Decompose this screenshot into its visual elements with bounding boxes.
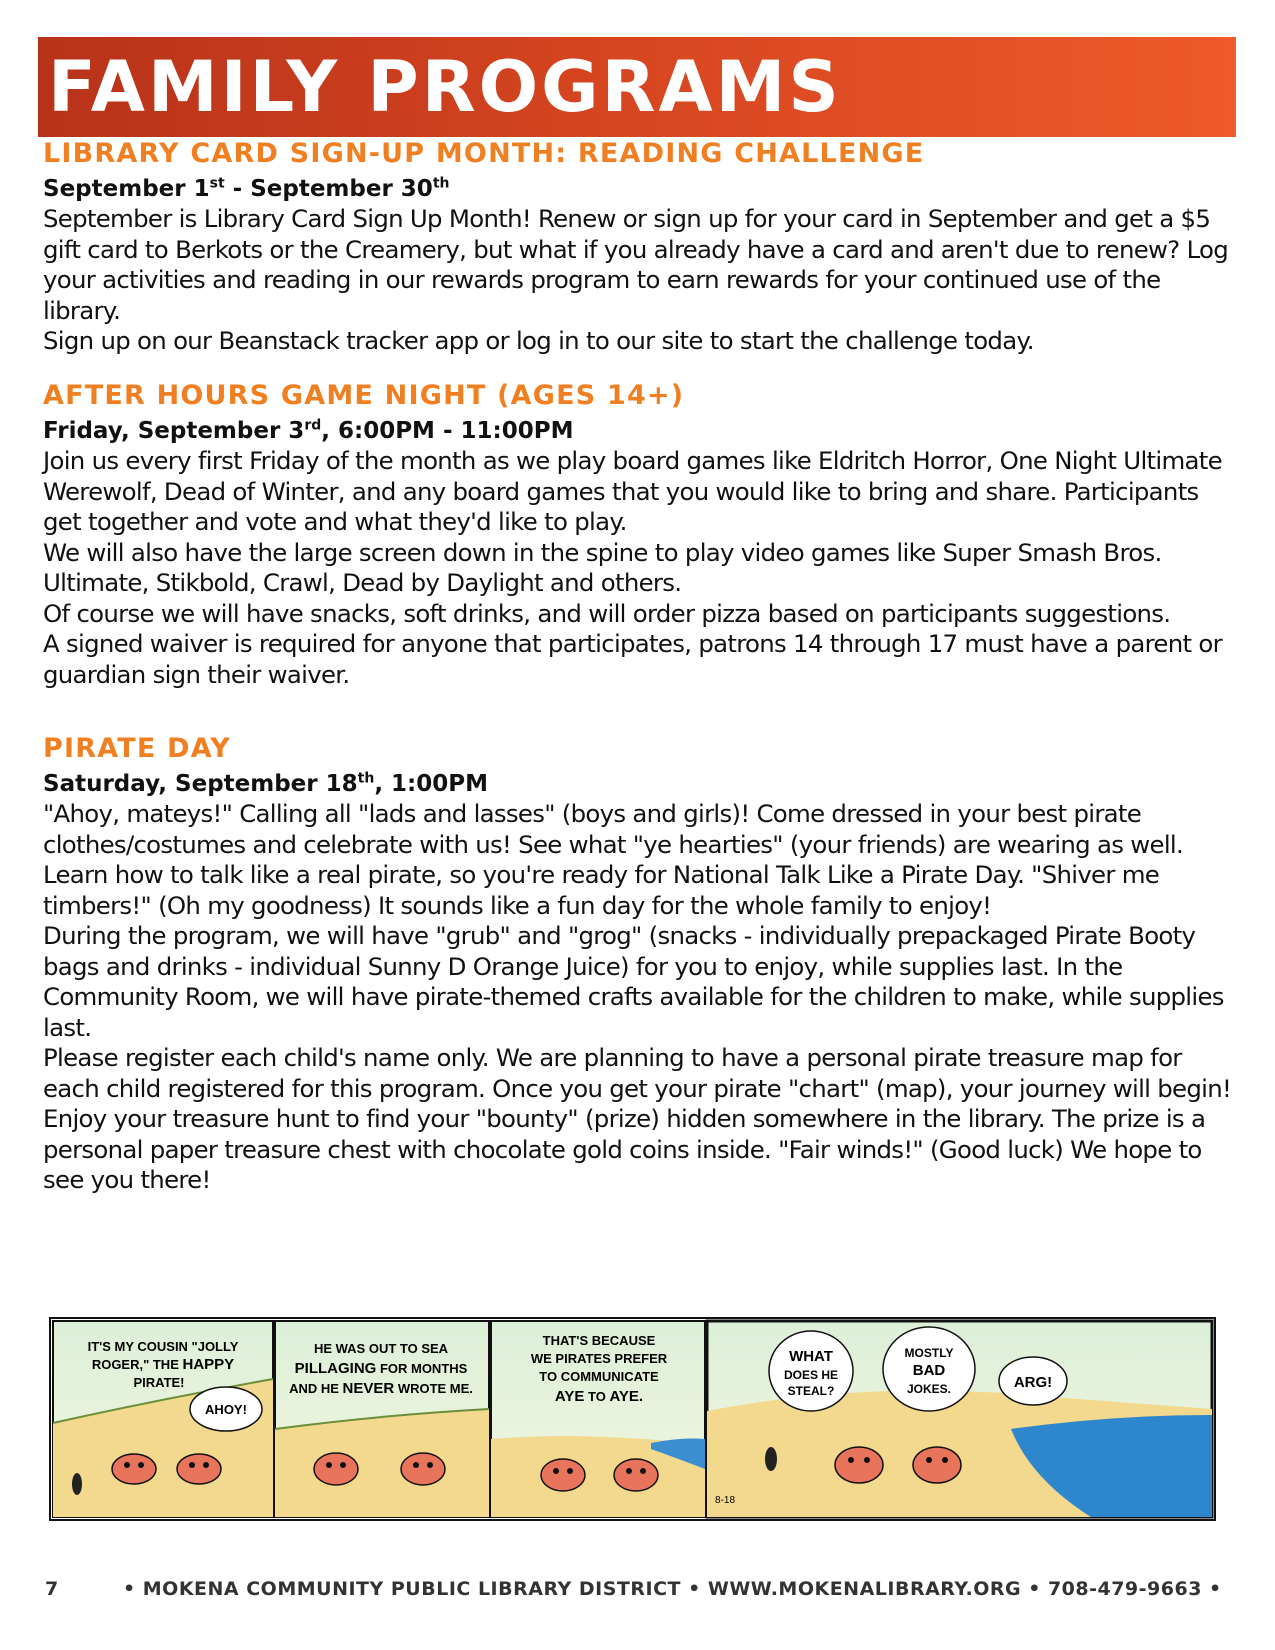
paragraph: During the program, we will have "grub" and "grog" (snacks - individually prepackaged Pirate Booty bags and drinks - individual Sunny D Orange Juice) for you to enjoy, while supplies last. In the Community Room, we will have pirate-themed crafts available for the children to make, while supplies last.: [43, 921, 1224, 1042]
paragraph: We will also have the large screen down in the spine to play video games like Super Smash Bros. Ultimate, Stikbold, Crawl, Dead by Daylight and others.: [43, 537, 1162, 597]
svg-text:IT'S MY COUSIN "JOLLY: IT'S MY COUSIN "JOLLY: [87, 1339, 239, 1354]
page-number: 7: [45, 1578, 59, 1600]
paragraph: Sign up on our Beanstack tracker app or log in to our site to start the challenge today.: [43, 326, 1034, 355]
svg-text:HE WAS OUT TO SEA: HE WAS OUT TO SEA: [313, 1341, 449, 1356]
svg-text:JOKES.: JOKES.: [906, 1382, 952, 1396]
svg-text:MOSTLY: MOSTLY: [904, 1346, 954, 1360]
paragraph: September is Library Card Sign Up Month! Renew or sign up for your card in September and get a $5 gift card to Berkots or the Creamery, but what if you already have a card and aren't due to renew? Log your activities and reading in our rewards program to earn rewards for your continued use of the library.: [43, 204, 1229, 325]
crab-icon: [112, 1454, 156, 1484]
svg-text:BAD: BAD: [912, 1362, 946, 1379]
comic-strip-art: [51, 1319, 1214, 1519]
section-title: PIRATE DAY: [43, 733, 231, 764]
page-title: FAMILY PROGRAMS: [48, 46, 842, 128]
page-footer: [45, 1578, 1235, 1606]
footer-info: • MOKENA COMMUNITY PUBLIC LIBRARY DISTRICT • WWW.MOKENALIBRARY.ORG • 708-479-9663 •: [123, 1578, 1222, 1600]
crab-icon: [614, 1459, 658, 1491]
svg-text:8-18: 8-18: [715, 1495, 736, 1506]
comic-panel-3: [491, 1321, 705, 1517]
comic-panel-4: [707, 1321, 1212, 1517]
svg-text:ROGER," THE HAPPY: ROGER," THE HAPPY: [91, 1356, 235, 1373]
paragraph: "Ahoy, mateys!" Calling all "lads and lasses" (boys and girls)! Come dressed in your best pirate clothes/costumes and celebrate with us! See what "ye hearties" (your friends) are wearing as well. Learn how to talk like a real pirate, so you're ready for National Talk Like a Pirate Day. "Shiver me timbers!" (Oh my goodness) It sounds like a fun day for the whole family to enjoy!: [43, 799, 1184, 920]
svg-text:AHOY!: AHOY!: [205, 1402, 247, 1417]
section-pirate-day: [43, 733, 1238, 1196]
section-title: LIBRARY CARD SIGN-UP MONTH: READING CHALLENGE: [43, 138, 925, 169]
event-date: September 1st - September 30th: [43, 175, 450, 202]
paragraph: Join us every first Friday of the month as we play board games like Eldritch Horror, One Night Ultimate Werewolf, Dead of Winter, and any board games that you would like to bring and share. Participants get together and vote and what they'd like to play.: [43, 446, 1222, 536]
svg-text:TO COMMUNICATE: TO COMMUNICATE: [539, 1369, 659, 1384]
svg-text:PILLAGING FOR MONTHS: PILLAGING FOR MONTHS: [294, 1360, 468, 1377]
svg-text:AYE TO AYE.: AYE TO AYE.: [554, 1388, 644, 1405]
comic-panel-2: [275, 1321, 489, 1517]
crab-icon: [541, 1459, 585, 1491]
paragraph: Please register each child's name only. We are planning to have a personal pirate treasure map for each child registered for this program. Once you get your pirate "chart" (map), your journey will begin! Enjoy your treasure hunt to find your "bounty" (prize) hidden somewhere in the library. The prize is a personal paper treasure chest with chocolate gold coins inside. "Fair winds!" (Good luck) We hope to see you there!: [43, 1043, 1232, 1194]
comic-panel-1: [53, 1321, 273, 1517]
svg-text:WE PIRATES PREFER: WE PIRATES PREFER: [530, 1351, 668, 1366]
header-banner: [38, 37, 1236, 137]
svg-text:ARG!: ARG!: [1013, 1374, 1053, 1391]
svg-text:STEAL?: STEAL?: [787, 1384, 835, 1398]
section-game-night: [43, 380, 1238, 690]
crab-icon: [177, 1454, 221, 1484]
svg-text:DOES HE: DOES HE: [783, 1368, 839, 1382]
section-title: AFTER HOURS GAME NIGHT (AGES 14+): [43, 380, 685, 411]
svg-text:WHAT: WHAT: [789, 1348, 833, 1365]
crab-icon: [314, 1453, 358, 1485]
crab-icon: [401, 1453, 445, 1485]
crab-icon: [835, 1447, 883, 1483]
crab-icon: [913, 1447, 961, 1483]
svg-text:PIRATE!: PIRATE!: [133, 1375, 185, 1390]
svg-text:THAT'S BECAUSE: THAT'S BECAUSE: [542, 1333, 656, 1348]
event-date: Friday, September 3rd, 6:00PM - 11:00PM: [43, 417, 574, 444]
event-date: Saturday, September 18th, 1:00PM: [43, 770, 489, 797]
comic-strip: [49, 1317, 1216, 1521]
section-library-card: [43, 138, 1238, 357]
paragraph: A signed waiver is required for anyone that participates, patrons 14 through 17 must have a parent or guardian sign their waiver.: [43, 629, 1222, 689]
svg-text:AND HE NEVER WROTE ME.: AND HE NEVER WROTE ME.: [289, 1380, 473, 1397]
paragraph: Of course we will have snacks, soft drinks, and will order pizza based on participants suggestions.: [43, 598, 1171, 628]
